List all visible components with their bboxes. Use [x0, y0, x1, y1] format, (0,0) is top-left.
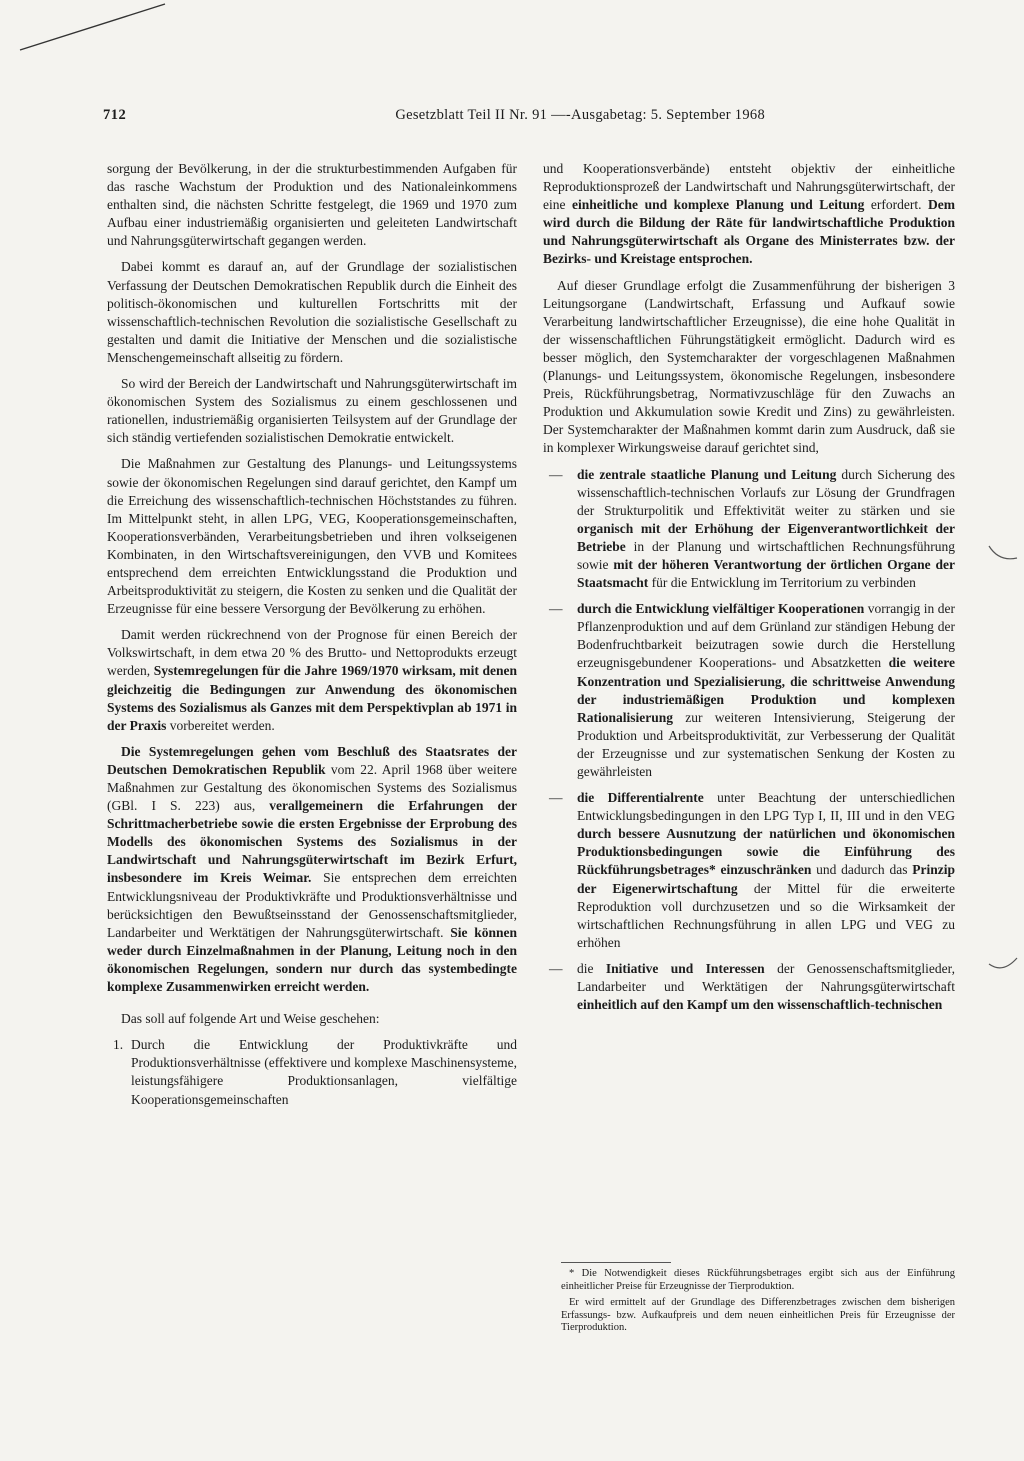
margin-pencil-mark [985, 950, 1021, 980]
text-run: vorbereitet werden. [169, 717, 275, 733]
paragraph [107, 743, 517, 996]
paragraph: Auf dieser Grundlage erfolgt die Zusammenführung der bisherigen 3 Leitungsorgane (Landwirtschaft, Erfassung und Aufkauf sowie Verarbeitung landwirtschaftlicher Erzeugnisse), die eine hohe Qualität in der wissenschaftlichen Führungstätigkeit ermöglicht. Dadurch wird es besser möglich, den Systemcharakter der vorgeschlagenen Maßnahmen (Planungs- und Leitungssystem, ökonomische Regelungen, insbesondere Preis, Rückführungsbetrag, Normativzuschläge für den Zuwachs an Produktion und Akkumulation sowie Kredit und Zins) zu gewährleisten. Der Systemcharakter der Maßnahmen kommt darin zum Ausdruck, daß sie in komplexer Wirkungsweise darauf gerichtet sind, [543, 277, 955, 456]
bold-text-run: durch bessere Ausnutzung der natürlichen und ökonomischen Produktionsbedingungen sowie die Einführung des Rückführungsbetrages* einzuschränken [577, 826, 955, 878]
paragraph: sorgung der Bevölkerung, in der die strukturbestimmenden Aufgaben für das rasche Wachstum der Produktion und des Nationaleinkommens enthalten sind, die nächsten Schritte festgelegt, die 1969 und 1970 zum Aufbau einer industriemäßig organisierten und geleiteten Landwirtschaft und Nahrungsgüterwirtschaft gegangen werden. [107, 161, 517, 249]
scan-pen-stroke [0, 0, 200, 60]
text-run: der Genossenschaftsmitglieder, Landarbeiter und Werktätigen der Nahrungsgüterwirtschaft [577, 960, 955, 995]
bold-text-run: Systemregelungen für die Jahre 1969/1970 wirksam, mit denen gleichzeitig die Bedingungen zur Anwendung des ökonomischen Systems des Sozialismus als Ganzes mit dem Perspektivplan ab 1971 in der Praxis [107, 663, 518, 733]
dash-marker: — [549, 960, 563, 976]
paragraph [107, 626, 517, 735]
list-item-text [577, 789, 955, 952]
left-column [107, 160, 517, 1117]
dash-list-item [543, 789, 955, 952]
paragraph: Das soll auf folgende Art und Weise geschehen: [121, 1011, 380, 1027]
text-run: Damit werden rückrechnend von der Prognose für einen Bereich der Volkswirtschaft, in dem etwa 20 % des Brutto- und Nettoprodukts erzeugt werden, [107, 627, 517, 679]
bold-text-run: Sie können weder durch Einzelmaßnahmen in der Planung, Leitung noch in den ökonomischen Regelungen, sondern nur durch das systembedingte komplexe Zusammenwirken erreicht werden. [107, 924, 518, 995]
list-item-text [577, 960, 955, 1014]
dash-marker: — [549, 790, 563, 806]
running-title: Gesetzblatt Teil II Nr. 91 —-Ausgabetag: 5. September 1968 [395, 107, 765, 123]
text-run: und Kooperationsverbände) entsteht objektiv der einheitliche Reproduktionsprozeß der Landwirtschaft und Nahrungsgüterwirtschaft, der eine [543, 161, 955, 213]
dash-list-item [543, 466, 955, 593]
numbered-list-item [107, 1036, 517, 1108]
footnotes [561, 1262, 955, 1339]
bold-text-run: Die Systemregelungen gehen vom Beschluß des Staatsrates der Deutschen Demokratischen Republik [107, 743, 517, 777]
paragraph: So wird der Bereich der Landwirtschaft und Nahrungsgüterwirtschaft im ökonomischen System des Sozialismus zu einem geschlossenen und rationellen, industriemäßig organisierten Teilsystem auf der Grundlage der sich ständig vertiefenden sozialistischen Demokratie entwickelt. [107, 376, 517, 446]
bold-text-run: mit der höheren Verantwortung der örtlichen Organe der Staatsmacht [577, 556, 956, 591]
dash-list-item [543, 960, 955, 1014]
text-run: in der Planung und wirtschaftlichen Rechnungsführung sowie [577, 538, 955, 572]
text-run: unter Beachtung der unterschiedlichen Entwicklungsbedingungen in den LPG Typ I, II, III und in den VEG [577, 790, 956, 824]
paragraph [543, 160, 955, 269]
bold-text-run: verallgemeinern die Erfahrungen der Schrittmacherbetriebe sowie die ersten Ergebnisse der Erprobung des Modells des ökonomischen Systems des Sozialismus in der Landwirtschaft und Nahrungsgüterwirtschaft im Bezirk Erfurt, insbesondere im Kreis Weimar. [107, 798, 518, 886]
text-run: für die Entwicklung im Territorium zu verbinden [651, 575, 916, 591]
bold-text-run: durch die Entwicklung vielfältiger Kooperationen [577, 601, 865, 617]
list-item-text [577, 600, 955, 781]
text-run: durch Sicherung des wissenschaftlich-technischen Vorlaufs zur Lösung der Grundfragen der Strukturpolitik und Effektivität weiter zu stärken und sie [577, 466, 955, 518]
bold-text-run: Prinzip der Eigenerwirtschaftung [577, 862, 955, 896]
paragraph: Dabei kommt es darauf an, auf der Grundlage der sozialistischen Verfassung der Deutschen Demokratischen Republik durch die Einheit des politisch-ökonomischen und kulturellen Fortschritts mit der wissenschaftlich-technischen Revolution die sozialistische Gesellschaft zu gestalten und damit die Initiative der Menschen und die sozialistische Menschengemeinschaft allseitig zu fördern. [107, 259, 517, 365]
text-run: vorrangig in der Pflanzenproduktion und auf dem Grünland zur ständigen Hebung der Bodenfruchtbarkeit beizutragen sowie durch die Herstellung erzeugnisgebundener Kooperations- und Absatzketten [577, 601, 955, 671]
dash-marker: — [549, 601, 563, 617]
bold-text-run: organisch mit der Erhöhung der Eigenverantwortlichkeit der Betriebe [577, 520, 955, 554]
bold-text-run: die zentrale staatliche Planung und Leitung [577, 466, 837, 482]
list-item-text [577, 466, 955, 593]
page-number: 712 [103, 107, 127, 123]
bold-text-run: Dem wird durch die Bildung der Räte für landwirtschaftliche Produktion und Nahrungsgüterwirtschaft als Organe des Ministerrates bzw. der Bezirks- und Kreistage entsprochen. [543, 197, 956, 267]
text-run: vom 22. April 1968 über weitere Maßnahmen zur Gestaltung des ökonomischen Systems des Sozialismus (GBl. I S. 223) aus, [107, 761, 518, 814]
margin-pencil-mark [985, 540, 1021, 570]
dash-list-item [543, 600, 955, 781]
text-run: zur weiteren Intensivierung, Steigerung der Produktion und Arbeitsproduktivität, zur Verbesserung der Qualität der Erzeugnisse und zur systematischen Senkung der Kosten zu gewährleisten [577, 709, 956, 779]
footnote: * Die Notwendigkeit dieses Rückführungsbetrages ergibt sich aus der Einführung einheitlicher Preise für Erzeugnisse der Tierproduktion. [561, 1268, 955, 1292]
footnote: Er wird ermittelt auf der Grundlage des Differenzbetrages zwischen dem bisherigen Erfassungs- bzw. Aufkaufpreis und dem neuen einheitlichen Preis für Erzeugnisse der Tierproduktion. [561, 1297, 955, 1334]
footnote-divider [561, 1262, 671, 1263]
list-item-text: Durch die Entwicklung der Produktivkräfte und Produktionsverhältnisse (effektivere und komplexe Maschinensysteme, leistungsfähigere Produktionsanlagen, vielfältige Kooperationsgemeinschaften [131, 1037, 517, 1107]
list-number: 1. [113, 1037, 124, 1053]
bold-text-run: die weitere Konzentration und Spezialisierung, die schrittweise Anwendung der industriemäßigen Produktion und komplexen Rationalisierung [577, 655, 955, 725]
dash-marker: — [549, 466, 563, 482]
text-run: erfordert. [870, 197, 922, 213]
text-run: und dadurch das [816, 862, 908, 878]
paragraph: Die Maßnahmen zur Gestaltung des Planungs- und Leitungssystems sowie der ökonomischen Regelungen sind darauf gerichtet, den Kampf um die Erreichung des wissenschaftlich-technischen Höchststandes zu führen. Im Mittelpunkt steht, in allen LPG, VEG, Kooperationsgemeinschaften, Kooperationsverbänden, Verarbeitungsbetrieben und ihren volkseigenen Kombinaten, in den Wirtschaftsvereinigungen, den VVB und Komitees entsprechend dem erreichten Entwicklungsstand die Produktion und Arbeitsproduktivität zu steigern, die Kosten zu senken und die Qualität der Erzeugnisse für eine bessere Versorgung der Bevölkerung zu erhöhen. [107, 456, 517, 617]
bold-text-run: einheitliche und komplexe Planung und Leitung [572, 197, 865, 213]
text-run: der Mittel für die erweiterte Reproduktion voll durchzusetzen und so die Wirksamkeit der wirtschaftlichen Rechnungsführung in allen LPG und VEG zu erhöhen [577, 880, 955, 950]
bold-text-run: Initiative und Interessen [605, 960, 765, 976]
bold-text-run: einheitlich auf den Kampf um den wissenschaftlich-technischen [577, 997, 943, 1013]
text-run: Sie entsprechen dem erreichten Entwicklungsniveau der Produktivkräfte und Produktionsverhältnisse und berücksichtigen den Bewußtseinsstand der Genossenschaftsmitglieder, Landarbeiter und Werktätigen der Nahrungsgüterwirtschaft. [107, 870, 518, 940]
text-run: die [577, 960, 594, 976]
page-header [103, 105, 765, 125]
right-column [543, 160, 955, 1022]
bold-text-run: die Differentialrente [577, 790, 704, 806]
